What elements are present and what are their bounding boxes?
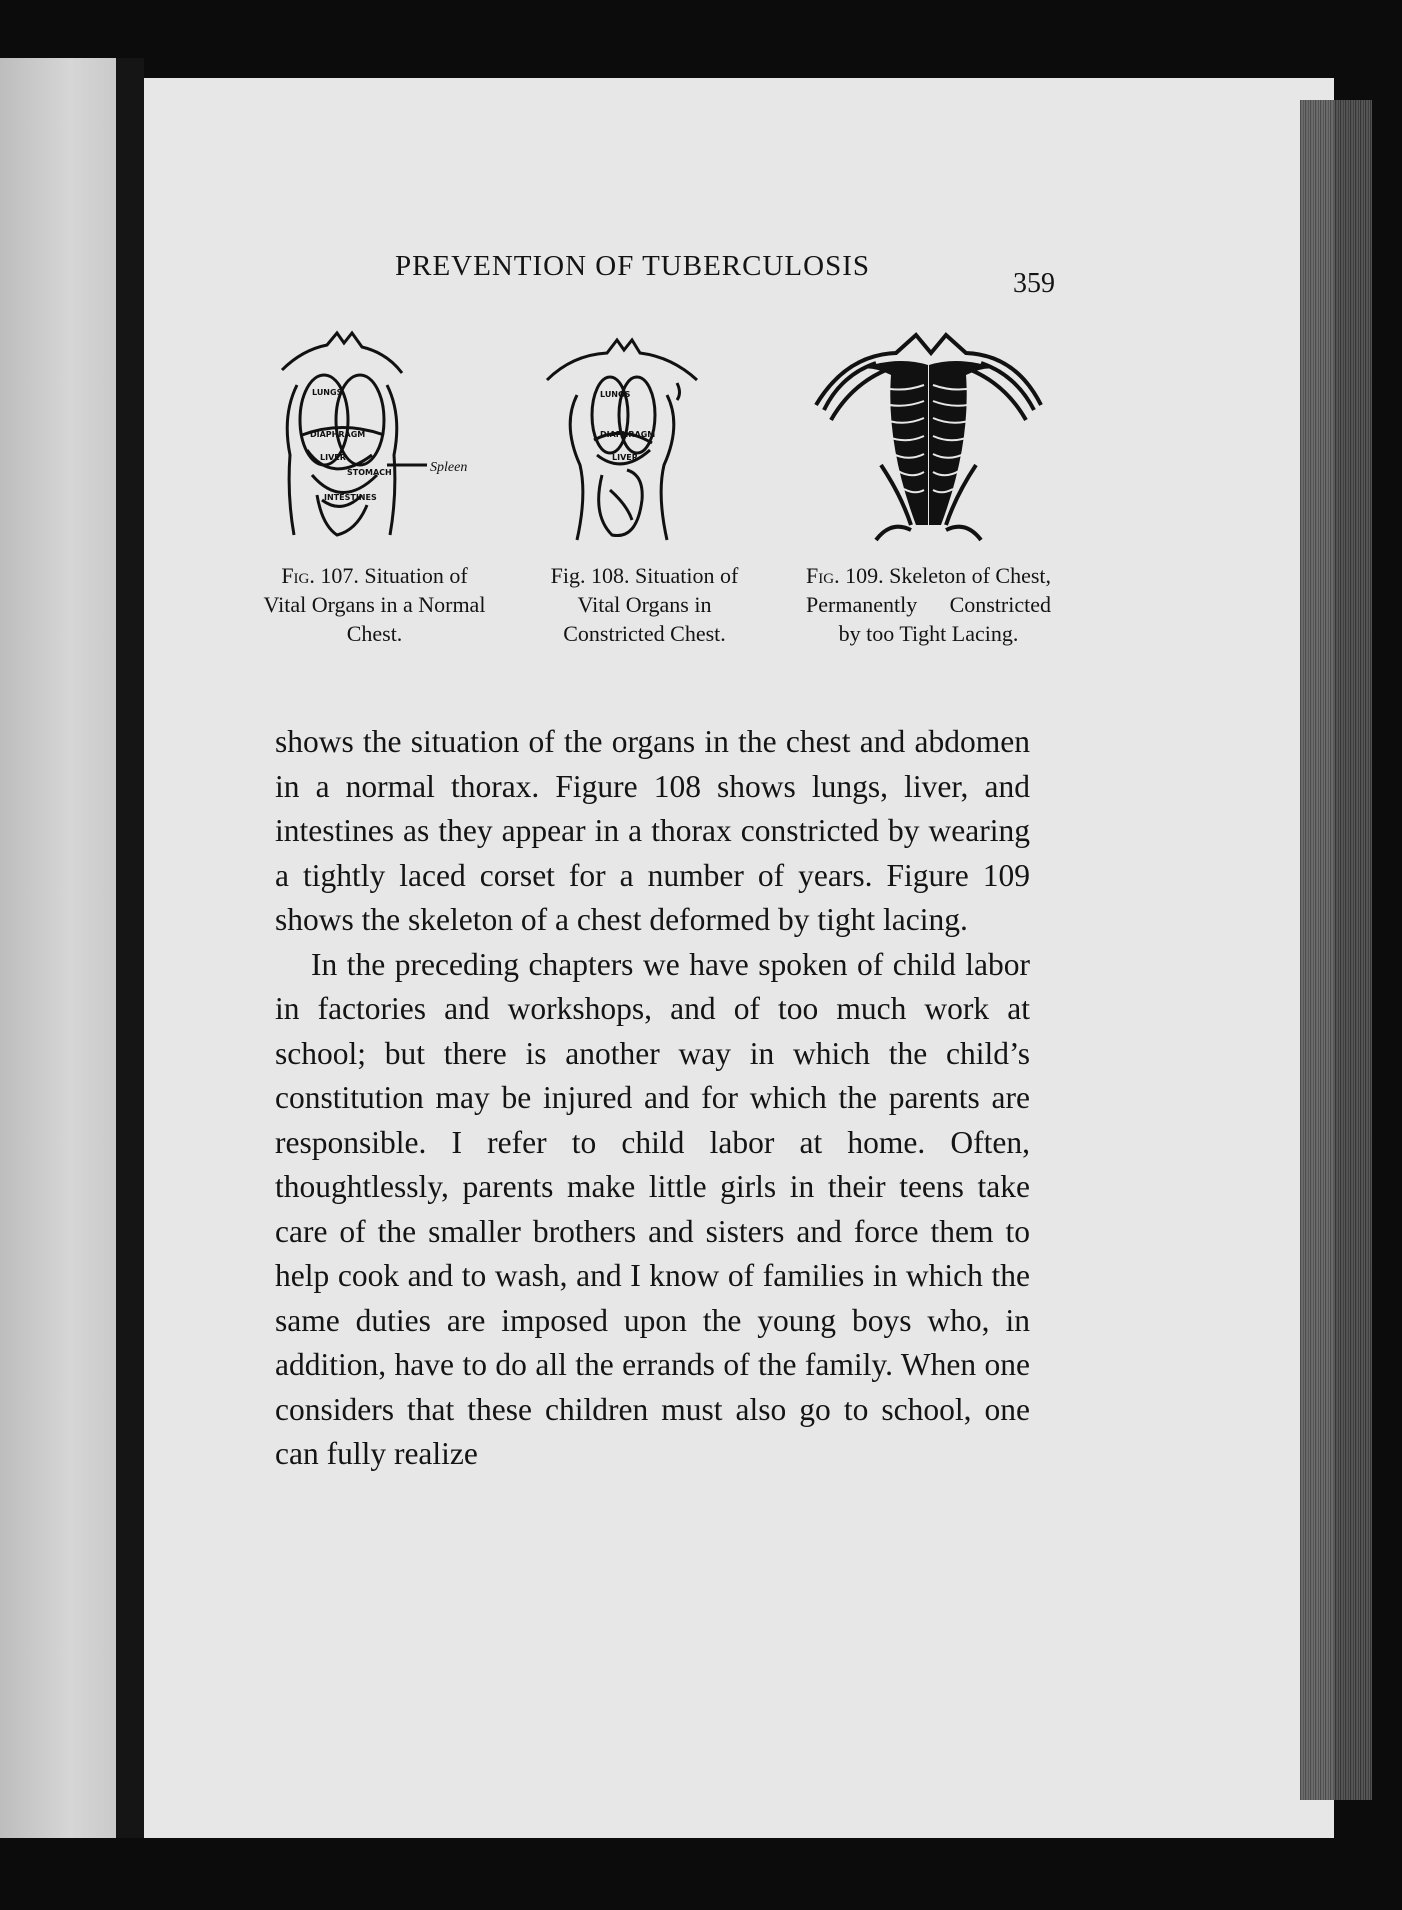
organ-label-diaphragm: DIAPHRAGM — [310, 430, 366, 439]
normal-chest-illustration — [262, 325, 487, 555]
page-number: 359 — [1013, 268, 1055, 299]
body-paragraph-1: shows the situation of the organs in the chest and abdomen in a normal thorax. Figure 108 shows lungs, liver, and intestines as they appear in a thorax constricted by wearing a tightly laced corset for a number of years. Figure 109 shows the skeleton of a chest deformed by tight lacing. — [275, 724, 1030, 937]
constricted-skeleton-illustration — [806, 325, 1051, 555]
figure-108 — [532, 325, 757, 705]
body-paragraph-2: In the preceding chapters we have spoken of child labor in factories and workshops, and of too much work at school; but there is another way in which the child’s constitution may be injured and for which the parents are responsible. I refer to child labor at home. Often, thoughtlessly, parents make little girls in their teens take care of the smaller brothers and sisters and force them to help cook and to wash, and I know of families in which the same duties are imposed upon the young boys who, in addition, have to do all the errands of the family. When one considers that these children must also go to school, one can fully realize — [275, 946, 1030, 1471]
figure-108-caption — [532, 561, 757, 648]
page-stack-edge — [1300, 100, 1372, 1800]
organ-label-lungs: LUNGS — [600, 390, 631, 399]
figure-109-caption-text: Skeleton of Chest, Permanently Constricted by too Tight Lacing. — [806, 563, 1052, 646]
running-head: PREVENTION OF TUBERCULOSIS — [395, 250, 871, 282]
figure-107-label: Fig. 107. — [281, 563, 359, 588]
figure-109 — [806, 325, 1051, 705]
constricted-chest-illustration — [532, 325, 757, 555]
spleen-annotation: Spleen — [430, 460, 468, 475]
organ-label-liver: LIVER — [320, 453, 346, 462]
organ-label-stomach: STOMACH — [347, 468, 392, 477]
page-header — [395, 250, 1055, 300]
organ-label-diaphragm: DIAPHRAGM — [600, 430, 656, 439]
figure-107 — [262, 325, 487, 705]
book-gutter — [116, 58, 144, 1838]
organ-label-liver: LIVER — [612, 453, 638, 462]
figure-107-caption-text: Situation of Vital Organs in a Normal Chest. — [263, 563, 486, 646]
figure-109-label: Fig. 109. — [806, 563, 884, 588]
figure-107-caption — [262, 561, 487, 648]
figure-108-label: Fig. 108. — [550, 563, 630, 588]
body-text — [275, 720, 1030, 1477]
organ-label-intestines: INTESTINES — [324, 493, 377, 502]
figure-108-caption-text: Situation of Vital Organs in Constricted Chest. — [563, 563, 739, 646]
figure-109-caption — [806, 561, 1051, 648]
facing-page-margin — [0, 58, 118, 1838]
organ-label-lungs: LUNGS — [312, 388, 343, 397]
